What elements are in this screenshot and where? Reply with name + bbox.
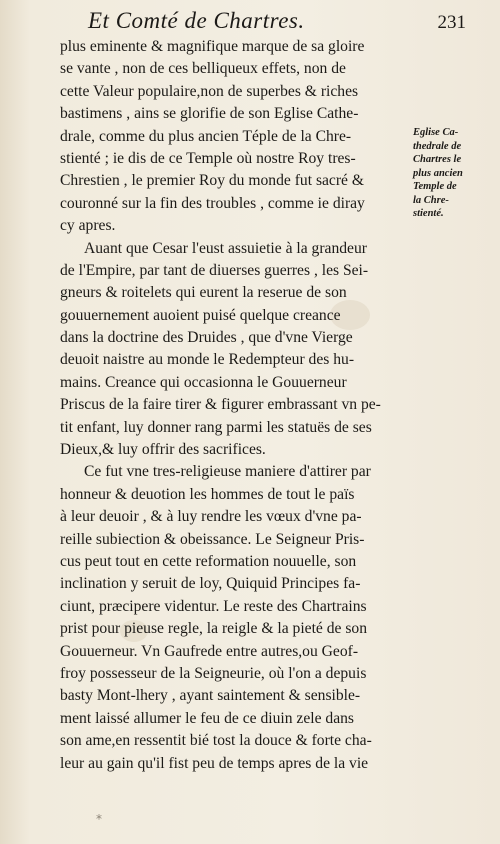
- margin-note-line: la Chre-: [413, 194, 449, 206]
- page-header: [60, 6, 466, 36]
- text-line: couronné sur la fin des troubles , comme ie diray: [60, 194, 365, 212]
- margin-note-line: thedrale de: [413, 140, 462, 152]
- text-line: honneur & deuotion les hommes de tout le païs: [60, 485, 355, 503]
- text-line: cette Valeur populaire,non de superbes & riches: [60, 82, 359, 100]
- margin-note: [413, 126, 495, 221]
- text-line: prist pour pieuse regle, la reigle & la pieté de son: [60, 620, 368, 638]
- text-line: inclination y seruit de loy, Quiquid Principes fa-: [60, 575, 361, 593]
- text-line: Dieux,& luy offrir des sacrifices.: [60, 441, 266, 459]
- text-line: ciunt, præcipere videntur. Le reste des Chartrains: [60, 597, 367, 615]
- margin-note-line: Eglise Ca-: [413, 127, 459, 138]
- text-line: gneurs & roitelets qui eurent la reserue de son: [60, 284, 347, 302]
- margin-note-line: stienté.: [413, 208, 444, 219]
- text-line: reille subiection & obeissance. Le Seigneur Pris-: [60, 530, 365, 548]
- text-line: Gouuerneur. Vn Gaufrede entre autres,ou Geof-: [60, 642, 359, 660]
- text-line: tit enfant, luy donner rang parmi les statuës de ses: [60, 418, 372, 436]
- text-line: Chrestien , le premier Roy du monde fut sacré &: [60, 172, 364, 190]
- text-line: ment laissé allumer le feu de ce diuin zele dans: [60, 709, 354, 727]
- text-line: Auant que Cesar l'eust assuietie à la grandeur: [84, 239, 367, 257]
- text-line: Priscus de la faire tirer & figurer embrassant vn pe-: [60, 396, 381, 414]
- text-line: se vante , non de ces belliqueux effets, non de: [60, 60, 346, 78]
- text-line: à leur deuoir , & à luy rendre les vœux d'vne pa-: [60, 508, 362, 526]
- text-line: stienté ; ie dis de ce Temple où nostre Roy tres-: [60, 149, 356, 167]
- text-line: de l'Empire, par tant de diuerses guerres , les Sei-: [60, 261, 369, 279]
- text-line: basty Mont-lhery , ayant saintement & sensible-: [60, 687, 361, 705]
- margin-note-line: plus ancien: [413, 167, 463, 179]
- margin-note-line: Chartres le: [413, 154, 462, 165]
- text-line: gouuernement auoient puisé quelque creance: [60, 306, 341, 324]
- body-text: [60, 36, 412, 775]
- text-line: deuoit naistre au monde le Redempteur des hu-: [60, 351, 355, 369]
- text-line: mains. Creance qui occasionna le Gouuerneur: [60, 373, 347, 391]
- text-line: dans la doctrine des Druides , que d'vne Vierge: [60, 329, 353, 347]
- text-line: Ce fut vne tres-religieuse maniere d'attirer par: [84, 463, 371, 481]
- text-line: froy possesseur de la Seigneurie, où l'on a depuis: [60, 664, 367, 682]
- page-number: 231: [437, 12, 466, 33]
- text-line: bastimens , ains se glorifie de son Eglise Cathe-: [60, 105, 359, 123]
- text-line: drale, comme du plus ancien Téple de la Chre-: [60, 127, 352, 145]
- text-line: cus peut tout en cette reformation nouuelle, son: [60, 552, 357, 570]
- running-title: Et Comté de Chartres.: [88, 8, 305, 33]
- text-line: cy apres.: [60, 217, 116, 235]
- text-line: son ame,en ressentit bié tost la douce & forte cha-: [60, 732, 372, 750]
- margin-note-line: Temple de: [413, 181, 457, 192]
- text-line: leur au gain qu'il fist peu de temps apres de la vie: [60, 754, 369, 772]
- pencil-mark: *: [96, 812, 102, 826]
- text-line: plus eminente & magnifique marque de sa gloire: [60, 38, 365, 55]
